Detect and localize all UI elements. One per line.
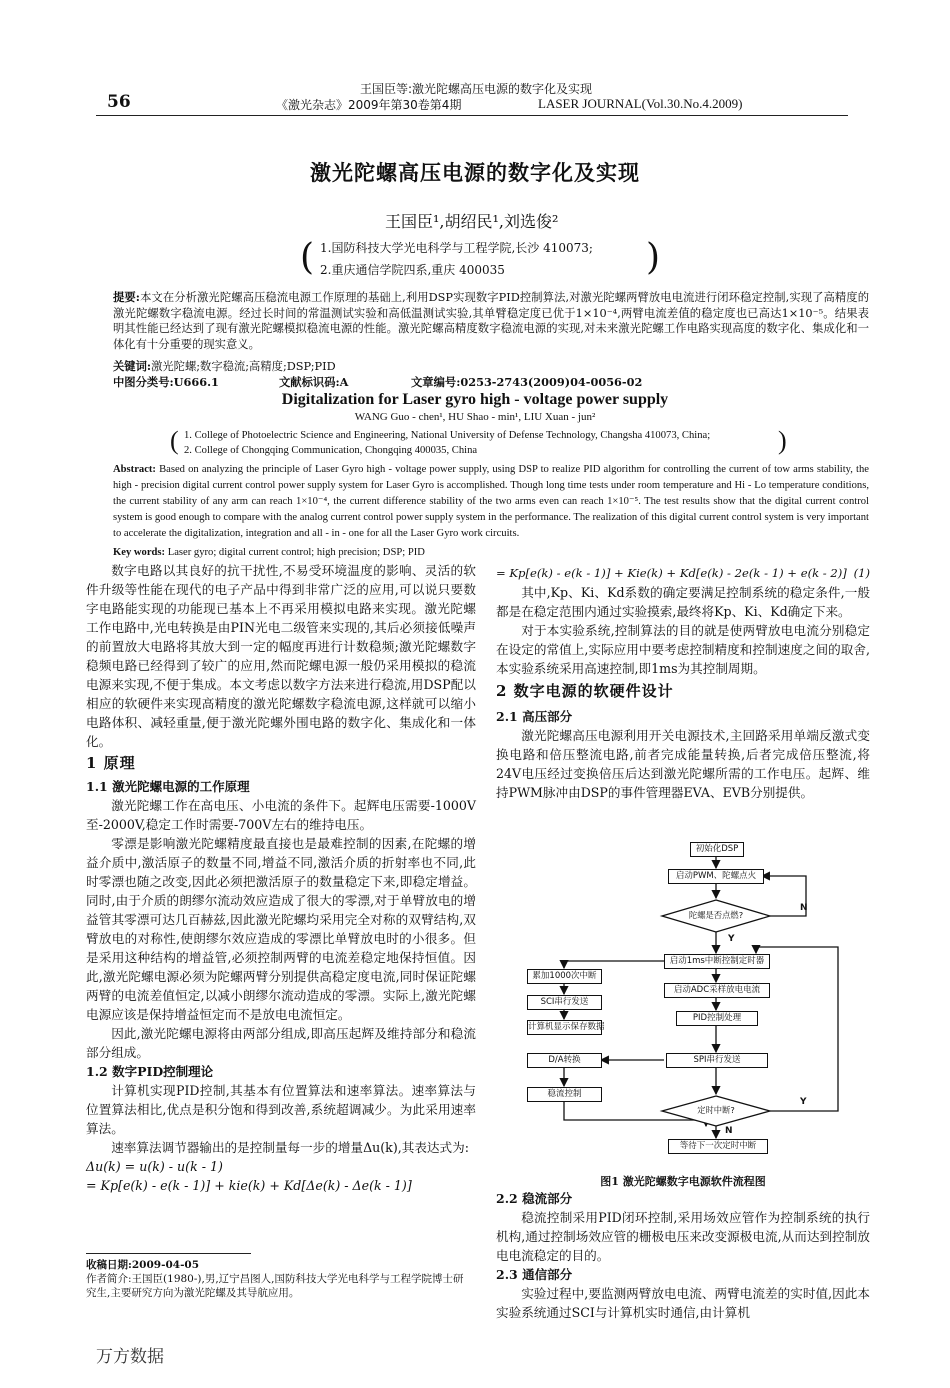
brace-right: ): [646, 237, 661, 278]
authors-en: WANG Guo - chen¹, HU Shao - min¹, LIU Xuan - jun²: [354, 411, 596, 423]
flow-check-lit: 陀螺是否点燃?: [688, 910, 744, 920]
para-control-period: 对于本实验系统,控制算法的目的就是使两臂放电电流分别稳定在设定的常值上,实际应用中要考虑控制精度和控制速度之间的取舍,本实验系统采用高速控制,即1ms为其控制周期。: [496, 623, 870, 676]
para-1-2-a: 计算机实现PID控制,其基本有位置算法和速率算法。速率算法与位置算法相比,优点是积分饱和得到改善,系统超调减少。为此采用速率算法。: [86, 1083, 476, 1136]
para-eq-explain: 其中,Kp、Ki、Kd系数的确定要满足控制系统的稳定条件,一般都是在稳定范围内通过实验摸索,最终将Kp、Ki、Kd确定下来。: [496, 585, 870, 619]
para-1-1-a: 激光陀螺工作在高电压、小电流的条件下。起辉电压需要-1000V至-2000V,稳定工作时需要-700V左右的维持电压。: [86, 798, 476, 832]
journal-en: LASER JOURNAL(Vol.30.No.4.2009): [538, 96, 743, 111]
keywords-en-label: Key words:: [113, 547, 166, 558]
flow-sci-send: SCI串行发送: [527, 995, 602, 1010]
section-2-2-heading: 2.2 稳流部分: [496, 1191, 573, 1206]
brace-left: (: [300, 237, 315, 278]
section-1-1-heading: 1.1 激光陀螺电源的工作原理: [86, 779, 250, 794]
flow-start-adc: 启动ADC采样放电电流: [664, 983, 770, 998]
flow-pid: PID控制处理: [676, 1011, 758, 1026]
flow-start-pwm: 启动PWM、陀螺点火: [668, 869, 764, 884]
keywords-en-text: Laser gyro; digital current control; high precision; DSP; PID: [167, 547, 425, 558]
intro-paragraph: 数字电路以其良好的抗干扰性,不易受环境温度的影响、灵活的软件升级等性能在现代的电子产品中得到非常广泛的应用,可以说只要数字电路能实现的功能现已基本上不再采用模拟电路来实现。激光陀螺工作电路中,光电转换是由PIN光电二级管来实现的,其后必须接低噪声的前置放大电路将其放大到一定的幅度再进行计数稳频;激光陀螺数字稳频电路已经得到了较广的应用,然而陀螺电源一般仍采用模拟的稳流电源来实现,不便于集成。本文考虑以数字方法来进行稳流,用DSP配以相应的软硬件来实现高精度的激光陀螺数字稳流电源,这样就可以缩小电路体积、减轻重量,便于激光陀螺外围电路的数字化、集成化和一体化。: [86, 563, 476, 749]
flow-accumulate: 累加1000次中断: [527, 969, 602, 984]
flow-display-save: 计算机显示保存数据: [527, 1020, 602, 1035]
section-1-heading: 1 原理: [86, 754, 136, 772]
article-number: 文章编号:0253-2743(2009)04-0056-02: [411, 375, 643, 389]
section-2-3-heading: 2.3 通信部分: [496, 1267, 573, 1282]
clc: 中图分类号:U666.1: [113, 375, 219, 389]
affiliation-cn-2: 2.重庆通信学院四系,重庆 400035: [320, 263, 505, 277]
abstract-en-text: Based on analyzing the principle of Laser Gyro high - voltage power supply, using DSP to realize PID algorithm for controlling the current of tow arms stability, the high - precision digital current control power supply system for Laser Gyro is accomplished. Though long time tests under room temperature and Hi - Lo temperature conditions, the current stability of any arm can reach 1×10⁻⁴, the current difference stability of the two arms even can reach 1×10⁻⁵. The test results show that the digital current control system is good enough to compare with the analog current control power supply system in the performance. The realization of this digital current control system is very important to accelerate the digitalization, integration and all - in - one for all the Laser Gyro work circuits.: [113, 464, 869, 539]
flow-label-no-2: N: [725, 1126, 733, 1136]
abstract-cn-text: 本文在分析激光陀螺高压稳流电源工作原理的基础上,利用DSP实现数字PID控制算法,对激光陀螺两臂放电电流进行闭环稳定控制,实现了高精度的激光陀螺数字稳流电源。经过长时间的常温测试实验和高低温测试实验,其单臂稳定度已优于1×10⁻⁴,两臂电流差值的稳定度也已高达1×10⁻⁵。结果表明其性能已经达到了现有激光陀螺模拟稳流电源的性能。激光陀螺高精度数字稳流电源的实现,对未来激光陀螺工作电路实现高度的数字化、集成化和一体化有十分重要的现实意义。: [113, 291, 869, 351]
keywords-cn-label: 关键词:: [113, 359, 152, 373]
flow-init-dsp: 初始化DSP: [690, 842, 744, 857]
flow-label-yes-2: Y: [800, 1097, 807, 1107]
para-1-1-c: 因此,激光陀螺电源将由两部分组成,即高压起辉及维持部分和稳流部分组成。: [86, 1026, 476, 1060]
abstract-en-label: Abstract:: [113, 464, 156, 475]
section-2-heading: 2 数字电源的软硬件设计: [496, 682, 674, 700]
flow-label-yes-1: Y: [728, 934, 735, 944]
author-bio: 作者简介:王国臣(1980-),男,辽宁昌图人,国防科技大学光电科学与工程学院博士研究生,主要研究方向为激光陀螺及其导航应用。: [86, 1273, 464, 1299]
flow-spi-send: SPI串行发送: [666, 1053, 768, 1068]
brace-en-left: (: [170, 426, 179, 455]
flow-label-no-1: N: [800, 903, 808, 913]
flow-da-convert: D/A转换: [527, 1053, 602, 1068]
journal-cn: 《激光杂志》2009年第30卷第4期: [276, 98, 462, 112]
title-cn: 激光陀螺高压电源的数字化及实现: [310, 161, 640, 185]
received-date: 收稿日期:2009-04-05: [86, 1259, 200, 1271]
footer-watermark: 万方数据: [96, 1347, 164, 1367]
brace-en-right: ): [778, 426, 787, 455]
authors-cn: 王国臣¹,胡绍民¹,刘选俊²: [385, 212, 559, 231]
para-1-1-b: 零漂是影响激光陀螺精度最直接也是最难控制的因素,在陀螺的增益介质中,激活原子的数量不同,增益不同,激活介质的折射率也不同,此时零漂也随之改变,因此必须把激活原子的数量稳定下来,即稳定增益。同时,由于介质的朗缪尔流动效应造成了很大的零漂,对于单臂放电的增益管其零漂可达几百赫兹,因此激光陀螺均采用完全对称的双臂结构,双臂放电的对称性,使朗缪尔效应造成的零漂比单臂放电时的小很多。但是采用这种结构的增益管,必须控制两臂的电流差稳定地保持恒值。因此,激光陀螺电源必须为陀螺两臂分别提供高稳定度电流,同时保证陀螺两臂的电流差值恒定,以减小朗缪尔流动造成的零漂。实际上,激光陀螺电源应该是保持增益恒定而不是放电电流恒定。: [86, 836, 476, 1022]
para-high-voltage: 激光陀螺高压电源利用开关电源技术,主回路采用单端反激式变换电路和倍压整流电路,前者完成能量转换,后者完成倍压整流,将24V电压经过变换倍压后达到激光陀螺所需的工作电压。起辉、维持PWM脉冲由DSP的事件管理器EVA、EVB分别提供。: [496, 728, 870, 800]
section-1-2-heading: 1.2 数字PID控制理论: [86, 1064, 214, 1079]
keywords-cn-text: 激光陀螺;数字稳流;高精度;DSP;PID: [151, 360, 336, 373]
para-current-control: 稳流控制采用PID闭环控制,采用场效应管作为控制系统的执行机构,通过控制场效应管的栅极电压来改变源极电流,从而达到控制放电电流稳定的目的。: [496, 1210, 870, 1263]
equation-1: Δu(k) = u(k) - u(k - 1): [86, 1159, 223, 1174]
running-title: 王国臣等:激光陀螺高压电源的数字化及实现: [360, 82, 593, 96]
doc-code: 文献标识码:A: [279, 375, 349, 389]
section-2-1-heading: 2.1 高压部分: [496, 709, 573, 724]
para-1-2-b: 速率算法调节器输出的是控制量每一步的增量Δu(k),其表达式为:: [111, 1140, 469, 1155]
affiliation-cn-1: 1.国防科技大学光电科学与工程学院,长沙 410073;: [320, 241, 593, 255]
flow-wait-next: 等待下一次定时中断: [668, 1139, 768, 1154]
abstract-cn-label: 提要:: [113, 290, 140, 304]
affiliation-en-1: 1. College of Photoelectric Science and Engineering, National University of Defense Technology, Changsha 410073, China;: [184, 430, 711, 441]
title-en: Digitalization for Laser gyro high - voltage power supply: [281, 391, 669, 408]
right-column-bottom: [496, 1189, 870, 1322]
flow-timer-interrupt: 定时中断?: [697, 1105, 735, 1115]
equation-number: (1): [853, 566, 870, 580]
flow-start-timer: 启动1ms中断控制定时器: [664, 954, 770, 969]
page-number: 56: [107, 92, 131, 112]
figure-caption: 图1 激光陀螺数字电源软件流程图: [600, 1175, 766, 1188]
para-communication: 实验过程中,要监测两臂放电电流、两臂电流差的实时值,因此本实验系统通过SCI与计算机实时通信,由计算机: [496, 1286, 870, 1320]
affiliation-en-2: 2. College of Chongqing Communication, Chongqing 400035, China: [184, 445, 478, 456]
flow-current-control: 稳流控制: [527, 1087, 602, 1102]
equation-2: = Kp[e(k) - e(k - 1)] + kie(k) + Kd[Δe(k) - Δe(k - 1)]: [86, 1178, 412, 1193]
equation-3: = Kp[e(k) - e(k - 1)] + Kie(k) + Kd[e(k) - 2e(k - 1) + e(k - 2)] (1): [496, 564, 870, 583]
